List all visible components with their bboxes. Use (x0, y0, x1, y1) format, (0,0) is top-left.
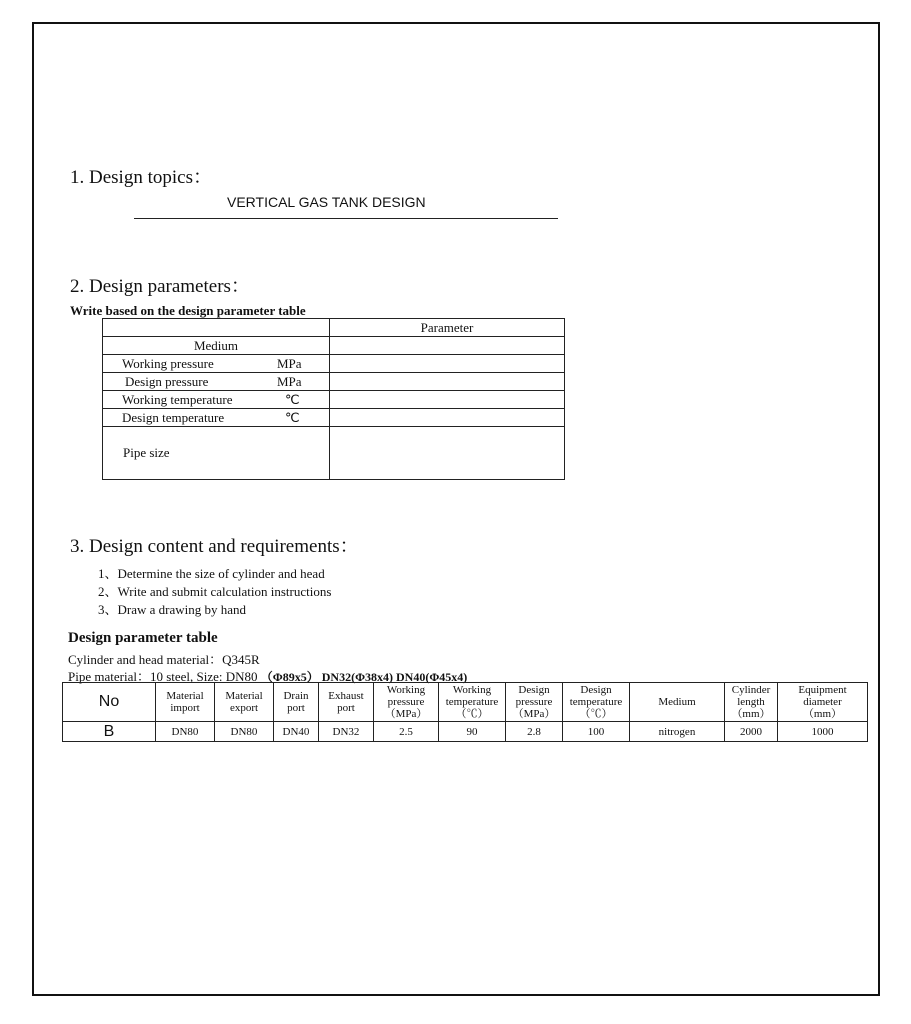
cell-cylinder-length: 2000 (725, 722, 778, 742)
row-label: Working pressure (122, 355, 214, 371)
col-header-no: No (63, 683, 156, 722)
table-row (103, 319, 565, 337)
table-row (103, 391, 565, 409)
design-table-title: Design parameter table (68, 630, 218, 646)
cell-material-import: DN80 (156, 722, 215, 742)
col-header-design-temperature: Design temperature （℃） (563, 683, 630, 722)
value-cell (330, 409, 565, 427)
row-label: Medium (103, 337, 330, 355)
col-header-drain-port: Drain port (274, 683, 319, 722)
document-page (32, 22, 880, 996)
col-header-cylinder-length: Cylinder length （mm） (725, 683, 778, 722)
topic-underline (134, 218, 558, 219)
value-cell (330, 373, 565, 391)
section3-heading: 3. Design content and requirements： (70, 536, 359, 557)
table-row (103, 373, 565, 391)
cell-material-export: DN80 (215, 722, 274, 742)
table-row (103, 337, 565, 355)
table-row (103, 427, 565, 480)
cell-drain-port: DN40 (274, 722, 319, 742)
requirement-item: 2、Write and submit calculation instructions (98, 584, 332, 599)
requirement-item: 1、Determine the size of cylinder and head (98, 566, 325, 581)
row-label: Design temperature (122, 409, 225, 425)
table-row (63, 722, 868, 742)
table-cell (103, 319, 330, 337)
col-header-design-pressure: Design pressure （MPa） (506, 683, 563, 722)
section2-note: Write based on the design parameter table (70, 303, 306, 318)
row-label-cell (103, 355, 330, 373)
row-label: Design pressure (125, 373, 209, 389)
value-cell (330, 337, 565, 355)
table-row (103, 355, 565, 373)
row-label: Working temperature (122, 391, 233, 407)
section2-heading: 2. Design parameters： (70, 276, 250, 297)
col-header-working-temperature: Working temperature （℃） (439, 683, 506, 722)
row-unit: ℃ (285, 391, 300, 407)
col-header-material-export: Material export (215, 683, 274, 722)
cell-design-pressure: 2.8 (506, 722, 563, 742)
parameter-table (102, 318, 565, 480)
row-unit: ℃ (285, 409, 300, 425)
table-row (103, 409, 565, 427)
col-header-equipment-diameter: Equipment diameter （mm） (778, 683, 868, 722)
value-cell (330, 391, 565, 409)
row-label-cell (103, 409, 330, 427)
material-line: Cylinder and head material：Q345R (68, 652, 260, 667)
pipe-line-sizes: （Φ89x5） DN32(Φ38x4) DN40(Φ45x4) (260, 670, 468, 684)
pipe-line-prefix: Pipe material：10 steel, Size: DN80 (68, 669, 258, 684)
col-header-medium: Medium (630, 683, 725, 722)
table-header-row (63, 683, 868, 722)
row-label-cell (103, 373, 330, 391)
col-header-working-pressure: Working pressure （MPa） (374, 683, 439, 722)
design-topic: VERTICAL GAS TANK DESIGN (227, 194, 426, 210)
cell-working-pressure: 2.5 (374, 722, 439, 742)
cell-equipment-diameter: 1000 (778, 722, 868, 742)
cell-design-temperature: 100 (563, 722, 630, 742)
value-cell (330, 427, 565, 480)
value-cell (330, 355, 565, 373)
cell-no: B (63, 722, 156, 742)
row-unit: MPa (277, 373, 302, 389)
row-label-cell (103, 391, 330, 409)
parameter-header: Parameter (330, 319, 565, 337)
cell-medium: nitrogen (630, 722, 725, 742)
col-header-exhaust-port: Exhaust port (319, 683, 374, 722)
row-unit: MPa (277, 355, 302, 371)
row-label: Pipe size (103, 427, 330, 480)
requirement-item: 3、Draw a drawing by hand (98, 602, 247, 617)
design-parameter-table (62, 682, 868, 742)
col-header-material-import: Material import (156, 683, 215, 722)
section1-heading: 1. Design topics： (70, 167, 212, 188)
cell-exhaust-port: DN32 (319, 722, 374, 742)
cell-working-temperature: 90 (439, 722, 506, 742)
